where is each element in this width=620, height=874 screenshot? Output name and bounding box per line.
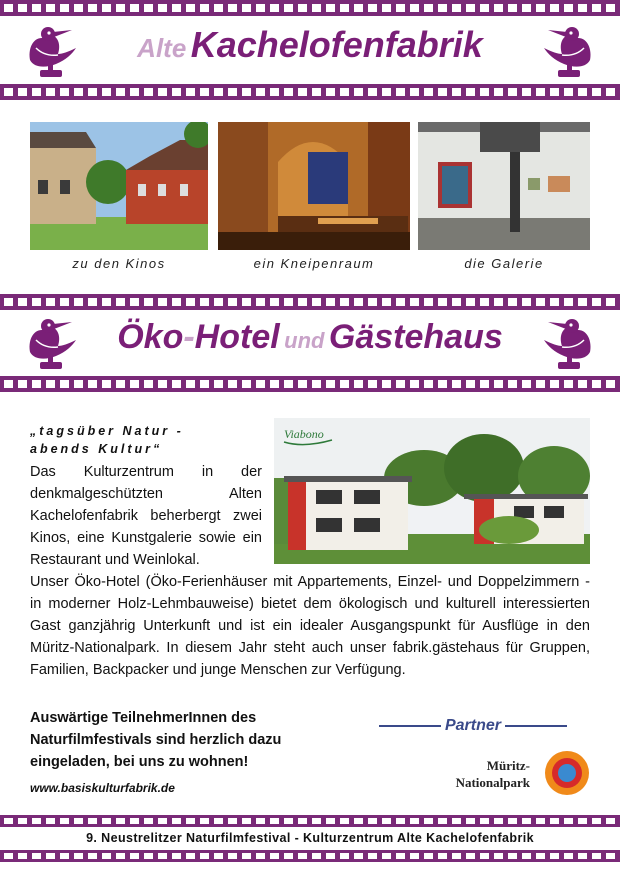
title-light: Alte: [137, 33, 187, 63]
film-strip-middle-top: [0, 294, 620, 310]
film-strip-footer-bottom: [0, 850, 620, 862]
slogan-line-1: „tagsüber Natur -: [30, 424, 184, 438]
partner-heading: [368, 717, 578, 735]
title-dash: -: [183, 318, 195, 356]
intro-paragraph: Das Kulturzentrum in der denkmalgeschützten Alten Kachelofenfabrik beherbergt zwei Kinos, eine Kunstgalerie sowie ein Restaurant und Weinlokal.: [30, 464, 262, 568]
title-gaestehaus: Gästehaus: [328, 318, 503, 356]
caption-galerie: die Galerie: [464, 256, 544, 271]
partner-name-line-1: Müritz-: [486, 758, 530, 773]
page-title: [0, 24, 620, 66]
caption-kneipenraum: ein Kneipenraum: [253, 256, 375, 271]
film-strip-footer-top: [0, 815, 620, 827]
film-strip-header-bottom: [0, 84, 620, 100]
section-title: [0, 318, 620, 357]
hotel-paragraph: Unser Öko-Hotel (Öko-Ferienhäuser mit Appartements, Einzel- und Doppelzimmern - in moderner Holz-Lehmbauweise) bietet dem ökologisch und kulturell interessierten Gast ganzjährig Unterkunft und ist ein idealer Ausgangspunkt für Ausflüge in den Müritz-Nationalpark. In diesem Jahr steht auch unser fabrik.gästehaus für Gruppen, Familien, Backpacker und junge Menschen zur Verfügung.: [30, 574, 590, 678]
photo-kinos: [30, 122, 208, 250]
website-link[interactable]: www.basiskulturfabrik.de: [30, 781, 175, 795]
slogan-line-2: abends Kultur“: [30, 442, 163, 456]
film-strip-middle-bottom: [0, 376, 620, 392]
photo-kneipenraum: [218, 122, 410, 250]
invitation-text: Auswärtige TeilnehmerInnen des Naturfilmfestivals sind herzlich dazu eingeladen, bei uns zu wohnen!: [30, 710, 282, 770]
title-und: und: [284, 328, 325, 353]
title-hotel: Hotel: [194, 318, 280, 356]
nationalpark-logo-icon: [544, 750, 590, 796]
footer-text: 9. Neustrelitzer Naturfilmfestival - Kulturzentrum Alte Kachelofenfabrik: [86, 831, 534, 845]
film-strip-top: [0, 0, 620, 16]
viabono-logo: Viabono: [284, 427, 324, 441]
photo-hotel: [274, 418, 590, 564]
photo-galerie: [418, 122, 590, 250]
title-oeko: Öko: [117, 318, 184, 356]
partner-name-line-2: Nationalpark: [455, 775, 530, 790]
title-dark: Kachelofenfabrik: [190, 24, 483, 65]
caption-kinos: zu den Kinos: [72, 256, 166, 271]
partner-label: Partner: [444, 717, 502, 734]
slogan: [30, 422, 184, 458]
partner-name: [430, 757, 530, 791]
